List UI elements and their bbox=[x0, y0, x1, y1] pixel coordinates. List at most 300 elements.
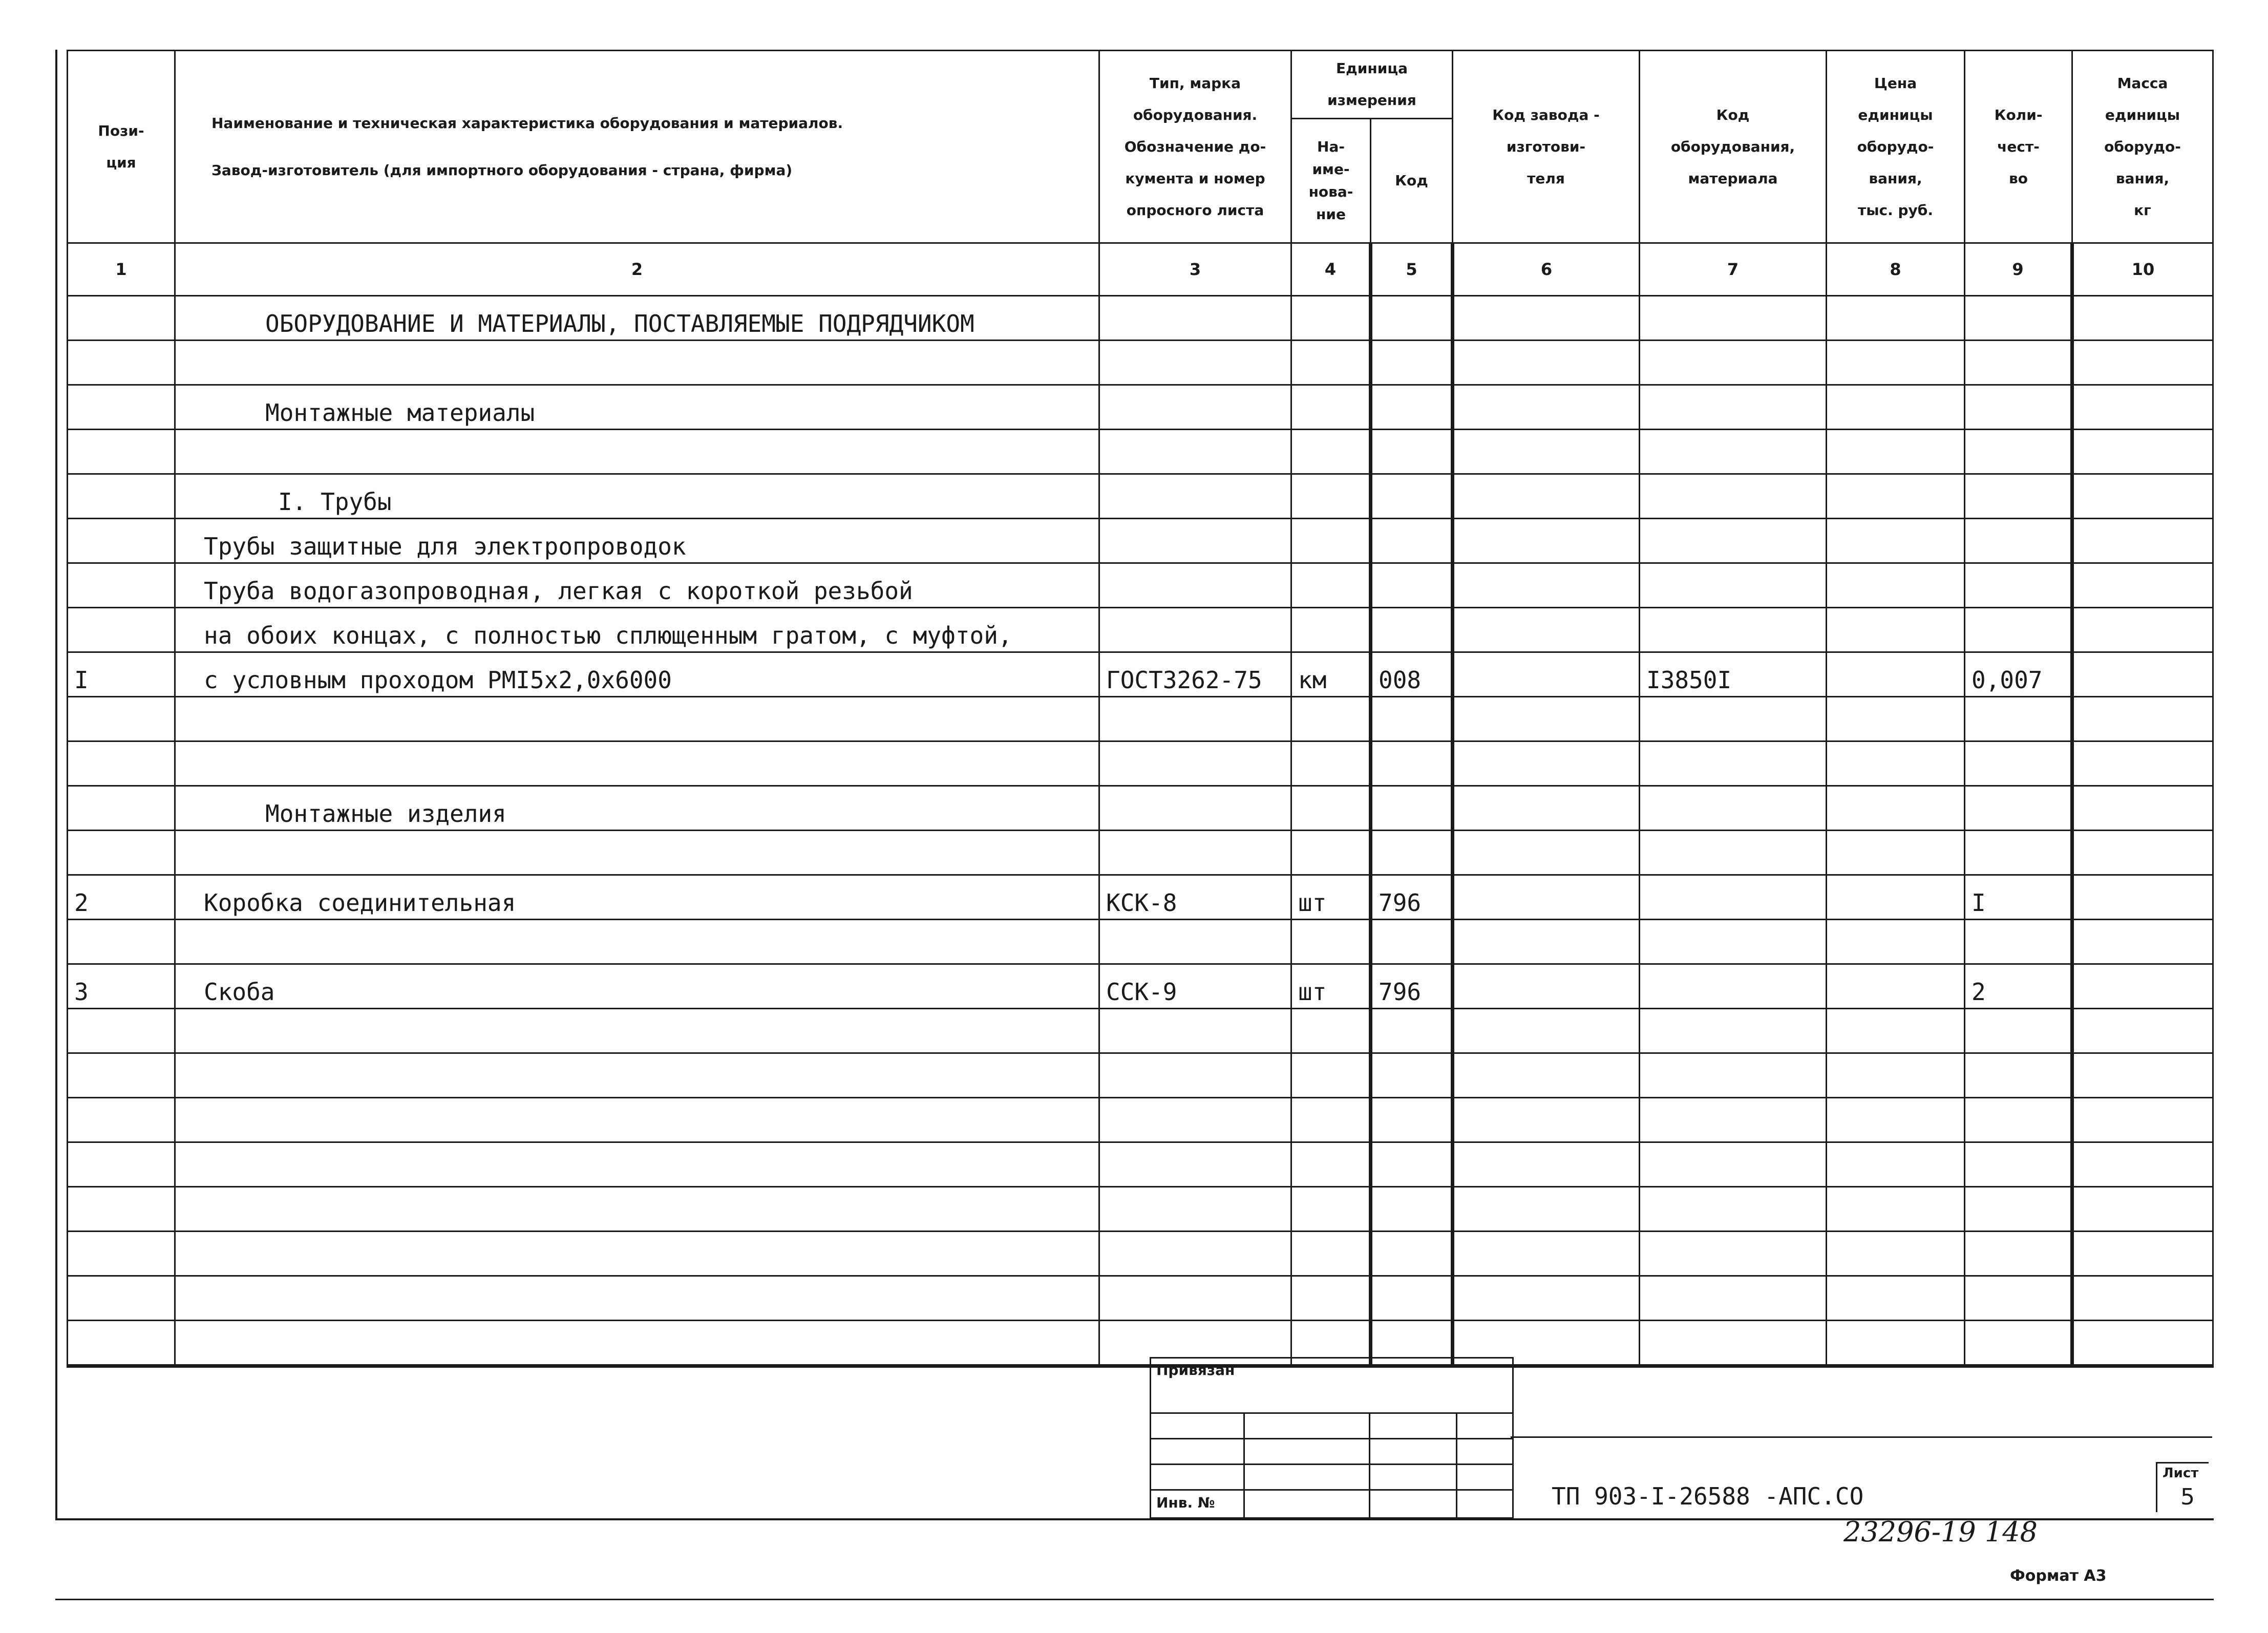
row-position bbox=[68, 697, 175, 741]
header-text-line: чест- bbox=[1997, 138, 2040, 155]
table-row bbox=[68, 875, 2213, 920]
row-position bbox=[68, 1321, 175, 1366]
row-name bbox=[175, 1187, 1099, 1232]
row-plant-code bbox=[1453, 652, 1640, 697]
row-type: ССК-9 bbox=[1099, 964, 1291, 1009]
row-position bbox=[68, 786, 175, 831]
row-material-code bbox=[1640, 296, 1827, 341]
table-row bbox=[68, 831, 2213, 875]
row-type bbox=[1099, 1053, 1291, 1098]
row-quantity bbox=[1965, 920, 2072, 964]
row-plant-code bbox=[1453, 697, 1640, 741]
row-price bbox=[1827, 1321, 1965, 1366]
row-unit-code bbox=[1371, 831, 1453, 875]
row-unit bbox=[1291, 563, 1371, 608]
row-price bbox=[1827, 474, 1965, 519]
row-position bbox=[68, 1053, 175, 1098]
row-name: Монтажные материалы bbox=[175, 385, 1099, 430]
row-material-code bbox=[1640, 964, 1827, 1009]
row-unit bbox=[1291, 1187, 1371, 1232]
row-name: Коробка соединительная bbox=[175, 875, 1099, 920]
row-unit bbox=[1291, 1276, 1371, 1321]
row-position: 2 bbox=[68, 875, 175, 920]
sheet-number-box bbox=[2156, 1462, 2209, 1512]
row-type bbox=[1099, 697, 1291, 741]
row-plant-code bbox=[1453, 519, 1640, 563]
row-mass bbox=[2072, 474, 2213, 519]
row-position bbox=[68, 430, 175, 474]
row-unit-code bbox=[1371, 563, 1453, 608]
row-name bbox=[175, 920, 1099, 964]
row-name bbox=[175, 341, 1099, 385]
row-quantity bbox=[1965, 1321, 2072, 1366]
row-unit bbox=[1291, 1009, 1371, 1053]
header-position bbox=[68, 51, 175, 243]
row-quantity bbox=[1965, 1098, 2072, 1142]
row-unit bbox=[1291, 341, 1371, 385]
table-row bbox=[68, 563, 2213, 608]
row-unit bbox=[1291, 831, 1371, 875]
row-position bbox=[68, 608, 175, 652]
row-material-code bbox=[1640, 1276, 1827, 1321]
row-type bbox=[1099, 1009, 1291, 1053]
header-text-line: изготови- bbox=[1506, 138, 1586, 155]
row-name bbox=[175, 1009, 1099, 1053]
row-plant-code bbox=[1453, 296, 1640, 341]
row-mass bbox=[2072, 652, 2213, 697]
row-plant-code bbox=[1453, 786, 1640, 831]
row-mass bbox=[2072, 563, 2213, 608]
table-row bbox=[68, 1232, 2213, 1276]
row-plant-code bbox=[1453, 430, 1640, 474]
row-mass bbox=[2072, 430, 2213, 474]
row-unit-code bbox=[1371, 385, 1453, 430]
specification-table bbox=[67, 50, 2214, 1368]
row-unit bbox=[1291, 697, 1371, 741]
row-position bbox=[68, 1232, 175, 1276]
row-type bbox=[1099, 430, 1291, 474]
row-mass bbox=[2072, 1142, 2213, 1187]
row-type bbox=[1099, 296, 1291, 341]
row-price bbox=[1827, 341, 1965, 385]
header-text-line: нова- bbox=[1308, 183, 1353, 200]
column-number: 5 bbox=[1371, 243, 1453, 296]
row-material-code bbox=[1640, 697, 1827, 741]
row-quantity bbox=[1965, 385, 2072, 430]
row-mass bbox=[2072, 1053, 2213, 1098]
row-material-code: I3850I bbox=[1640, 652, 1827, 697]
header-text-line: кг bbox=[2134, 201, 2151, 219]
row-quantity bbox=[1965, 697, 2072, 741]
row-type bbox=[1099, 474, 1291, 519]
row-type bbox=[1099, 341, 1291, 385]
row-material-code bbox=[1640, 786, 1827, 831]
row-unit-code bbox=[1371, 920, 1453, 964]
header-unit-code: Код bbox=[1371, 119, 1453, 243]
row-price bbox=[1827, 964, 1965, 1009]
row-quantity bbox=[1965, 741, 2072, 786]
row-mass bbox=[2072, 1098, 2213, 1142]
table-row bbox=[68, 697, 2213, 741]
row-plant-code bbox=[1453, 1276, 1640, 1321]
row-mass bbox=[2072, 920, 2213, 964]
row-price bbox=[1827, 875, 1965, 920]
table-row bbox=[68, 385, 2213, 430]
row-unit-code bbox=[1371, 1142, 1453, 1187]
row-plant-code bbox=[1453, 964, 1640, 1009]
row-unit-code bbox=[1371, 1187, 1453, 1232]
row-name bbox=[175, 1276, 1099, 1321]
row-plant-code bbox=[1453, 1142, 1640, 1187]
row-position bbox=[68, 831, 175, 875]
row-mass bbox=[2072, 341, 2213, 385]
row-material-code bbox=[1640, 875, 1827, 920]
table-row bbox=[68, 920, 2213, 964]
row-plant-code bbox=[1453, 1053, 1640, 1098]
row-unit bbox=[1291, 430, 1371, 474]
row-material-code bbox=[1640, 1321, 1827, 1366]
row-name bbox=[175, 1321, 1099, 1366]
column-number: 6 bbox=[1453, 243, 1640, 296]
row-unit bbox=[1291, 474, 1371, 519]
row-mass bbox=[2072, 519, 2213, 563]
row-material-code bbox=[1640, 741, 1827, 786]
row-quantity bbox=[1965, 1142, 2072, 1187]
row-mass bbox=[2072, 831, 2213, 875]
header-text-line: Масса bbox=[2117, 74, 2168, 92]
column-number: 4 bbox=[1291, 243, 1371, 296]
row-quantity bbox=[1965, 1276, 2072, 1321]
row-plant-code bbox=[1453, 1098, 1640, 1142]
row-unit-code: 008 bbox=[1371, 652, 1453, 697]
row-name: Скоба bbox=[175, 964, 1099, 1009]
column-number: 1 bbox=[68, 243, 175, 296]
row-type bbox=[1099, 1098, 1291, 1142]
row-position bbox=[68, 920, 175, 964]
column-number: 2 bbox=[175, 243, 1099, 296]
row-unit: шт bbox=[1291, 964, 1371, 1009]
table-row bbox=[68, 1276, 2213, 1321]
row-type bbox=[1099, 385, 1291, 430]
row-quantity bbox=[1965, 519, 2072, 563]
row-unit-code bbox=[1371, 608, 1453, 652]
table-row bbox=[68, 1142, 2213, 1187]
row-price bbox=[1827, 1098, 1965, 1142]
row-mass bbox=[2072, 1276, 2213, 1321]
bound-label: Привязан bbox=[1156, 1362, 1235, 1378]
header-text-line: Код bbox=[1716, 106, 1750, 123]
document-code: ТП 903-I-26588 -АПС.СО bbox=[1552, 1482, 1864, 1510]
bound-stamp-block bbox=[1150, 1357, 1514, 1519]
row-position bbox=[68, 296, 175, 341]
row-position bbox=[68, 563, 175, 608]
row-quantity bbox=[1965, 1187, 2072, 1232]
row-unit-code bbox=[1371, 1276, 1453, 1321]
row-material-code bbox=[1640, 1009, 1827, 1053]
row-unit-code bbox=[1371, 519, 1453, 563]
row-type bbox=[1099, 1232, 1291, 1276]
row-mass bbox=[2072, 697, 2213, 741]
row-position: 3 bbox=[68, 964, 175, 1009]
header-text-line: единицы bbox=[1858, 106, 1933, 123]
table-row bbox=[68, 1321, 2213, 1366]
table-row bbox=[68, 519, 2213, 563]
header-text-line: ция bbox=[106, 154, 136, 171]
table-row bbox=[68, 1053, 2213, 1098]
row-material-code bbox=[1640, 385, 1827, 430]
row-unit-code bbox=[1371, 1098, 1453, 1142]
header-mass bbox=[2072, 51, 2213, 243]
row-price bbox=[1827, 563, 1965, 608]
row-plant-code bbox=[1453, 741, 1640, 786]
inventory-label: Инв. № bbox=[1156, 1494, 1215, 1511]
row-unit-code bbox=[1371, 697, 1453, 741]
row-material-code bbox=[1640, 1142, 1827, 1187]
column-number-row bbox=[68, 243, 2213, 296]
header-text-line: кумента и номер bbox=[1125, 169, 1265, 187]
row-type: ГОСТ3262-75 bbox=[1099, 652, 1291, 697]
row-unit bbox=[1291, 1142, 1371, 1187]
header-text-line: вания, bbox=[1869, 169, 1922, 187]
sheet-number: 5 bbox=[2180, 1484, 2195, 1510]
header-text-line: тыс. руб. bbox=[1857, 201, 1933, 219]
row-price bbox=[1827, 1142, 1965, 1187]
format-label: Формат А3 bbox=[2010, 1567, 2107, 1585]
header-text-line: измерения bbox=[1327, 92, 1416, 109]
header-text-line: материала bbox=[1688, 169, 1778, 187]
header-text-line: во bbox=[2009, 169, 2028, 187]
table-row bbox=[68, 608, 2213, 652]
header-material-code bbox=[1640, 51, 1827, 243]
row-type bbox=[1099, 831, 1291, 875]
row-material-code bbox=[1640, 831, 1827, 875]
row-name bbox=[175, 831, 1099, 875]
header-unit-name bbox=[1291, 119, 1371, 243]
table-row bbox=[68, 341, 2213, 385]
row-mass bbox=[2072, 1187, 2213, 1232]
row-unit: шт bbox=[1291, 875, 1371, 920]
header-text-line: оборудования, bbox=[1670, 138, 1795, 155]
row-name: ОБОРУДОВАНИЕ И МАТЕРИАЛЫ, ПОСТАВЛЯЕМЫЕ ПОДРЯДЧИКОМ bbox=[175, 296, 1099, 341]
row-price bbox=[1827, 831, 1965, 875]
row-unit-code bbox=[1371, 741, 1453, 786]
row-unit-code bbox=[1371, 296, 1453, 341]
bottom-rule bbox=[55, 1599, 2214, 1600]
row-plant-code bbox=[1453, 474, 1640, 519]
header-text-line: теля bbox=[1527, 169, 1565, 187]
row-plant-code bbox=[1453, 563, 1640, 608]
header-plant-code bbox=[1453, 51, 1640, 243]
row-price bbox=[1827, 608, 1965, 652]
header-text-line: оборудо- bbox=[2104, 138, 2181, 155]
header-name bbox=[175, 51, 1099, 243]
row-position bbox=[68, 385, 175, 430]
row-mass bbox=[2072, 1321, 2213, 1366]
row-plant-code bbox=[1453, 385, 1640, 430]
row-price bbox=[1827, 1053, 1965, 1098]
row-quantity: 0,007 bbox=[1965, 652, 2072, 697]
row-unit: км bbox=[1291, 652, 1371, 697]
row-type bbox=[1099, 1187, 1291, 1232]
column-number: 7 bbox=[1640, 243, 1827, 296]
row-price bbox=[1827, 697, 1965, 741]
title-block-top-line bbox=[1511, 1436, 2212, 1438]
row-price bbox=[1827, 1187, 1965, 1232]
row-plant-code bbox=[1453, 875, 1640, 920]
row-plant-code bbox=[1453, 1009, 1640, 1053]
row-material-code bbox=[1640, 430, 1827, 474]
row-name: на обоих концах, с полностью сплющенным гратом, с муфтой, bbox=[175, 608, 1099, 652]
row-material-code bbox=[1640, 608, 1827, 652]
row-mass bbox=[2072, 1232, 2213, 1276]
header-text-line: оборудования. bbox=[1133, 106, 1258, 123]
row-unit bbox=[1291, 519, 1371, 563]
header-text-line: На- bbox=[1317, 138, 1345, 155]
row-material-code bbox=[1640, 563, 1827, 608]
header-text-line: Цена bbox=[1874, 74, 1917, 92]
header-text-line: Единица bbox=[1336, 60, 1408, 77]
row-quantity bbox=[1965, 341, 2072, 385]
row-quantity bbox=[1965, 608, 2072, 652]
column-number: 8 bbox=[1827, 243, 1965, 296]
column-number: 10 bbox=[2072, 243, 2213, 296]
row-quantity bbox=[1965, 296, 2072, 341]
row-quantity bbox=[1965, 831, 2072, 875]
row-mass bbox=[2072, 1009, 2213, 1053]
header-text-line: вания, bbox=[2115, 169, 2170, 187]
row-plant-code bbox=[1453, 608, 1640, 652]
row-unit-code bbox=[1371, 1232, 1453, 1276]
table-row bbox=[68, 964, 2213, 1009]
row-position bbox=[68, 741, 175, 786]
row-unit-code bbox=[1371, 1053, 1453, 1098]
row-name bbox=[175, 1232, 1099, 1276]
row-material-code bbox=[1640, 474, 1827, 519]
row-position bbox=[68, 474, 175, 519]
row-quantity: I bbox=[1965, 875, 2072, 920]
row-name: Трубы защитные для электропроводок bbox=[175, 519, 1099, 563]
row-unit-code bbox=[1371, 474, 1453, 519]
row-mass bbox=[2072, 608, 2213, 652]
row-name: I. Трубы bbox=[175, 474, 1099, 519]
table-row bbox=[68, 474, 2213, 519]
row-mass bbox=[2072, 296, 2213, 341]
row-unit bbox=[1291, 920, 1371, 964]
table-row bbox=[68, 430, 2213, 474]
row-unit-code bbox=[1371, 341, 1453, 385]
header-text-line: Обозначение до- bbox=[1124, 138, 1266, 155]
table-row bbox=[68, 1187, 2213, 1232]
table-row bbox=[68, 296, 2213, 341]
row-position bbox=[68, 1276, 175, 1321]
row-quantity bbox=[1965, 1053, 2072, 1098]
table-row bbox=[68, 1009, 2213, 1053]
header-text-line: Завод-изготовитель (для импортного оборудования - страна, фирма) bbox=[211, 161, 793, 179]
row-type bbox=[1099, 786, 1291, 831]
row-name: Монтажные изделия bbox=[175, 786, 1099, 831]
row-material-code bbox=[1640, 341, 1827, 385]
row-price bbox=[1827, 652, 1965, 697]
header-quantity bbox=[1965, 51, 2072, 243]
row-plant-code bbox=[1453, 920, 1640, 964]
header-text-line: опросного листа bbox=[1126, 201, 1264, 219]
row-unit bbox=[1291, 786, 1371, 831]
row-price bbox=[1827, 1232, 1965, 1276]
handwritten-number: 23296-19 148 bbox=[1843, 1516, 2038, 1548]
row-material-code bbox=[1640, 920, 1827, 964]
row-position bbox=[68, 1142, 175, 1187]
row-type bbox=[1099, 519, 1291, 563]
row-unit-code bbox=[1371, 1009, 1453, 1053]
row-unit bbox=[1291, 385, 1371, 430]
row-name bbox=[175, 1098, 1099, 1142]
table-row bbox=[68, 1098, 2213, 1142]
row-price bbox=[1827, 786, 1965, 831]
column-number: 3 bbox=[1099, 243, 1291, 296]
row-type: КСК-8 bbox=[1099, 875, 1291, 920]
row-price bbox=[1827, 1276, 1965, 1321]
sheet-label: Лист bbox=[2163, 1466, 2199, 1481]
table-row bbox=[68, 652, 2213, 697]
row-price bbox=[1827, 920, 1965, 964]
row-material-code bbox=[1640, 519, 1827, 563]
row-price bbox=[1827, 519, 1965, 563]
row-unit-code bbox=[1371, 786, 1453, 831]
header-text-line: име- bbox=[1312, 161, 1350, 178]
row-plant-code bbox=[1453, 341, 1640, 385]
header-text-line: оборудо- bbox=[1857, 138, 1934, 155]
header-text-line: Пози- bbox=[98, 122, 144, 139]
row-unit bbox=[1291, 1098, 1371, 1142]
row-price bbox=[1827, 385, 1965, 430]
row-quantity bbox=[1965, 563, 2072, 608]
row-unit-code bbox=[1371, 430, 1453, 474]
header-text-line: Наименование и техническая характеристика оборудования и материалов. bbox=[211, 114, 843, 132]
row-type bbox=[1099, 563, 1291, 608]
row-material-code bbox=[1640, 1053, 1827, 1098]
row-name bbox=[175, 741, 1099, 786]
row-unit bbox=[1291, 741, 1371, 786]
row-quantity bbox=[1965, 1009, 2072, 1053]
row-plant-code bbox=[1453, 1232, 1640, 1276]
row-type bbox=[1099, 741, 1291, 786]
header-type bbox=[1099, 51, 1291, 243]
row-plant-code bbox=[1453, 831, 1640, 875]
row-unit bbox=[1291, 1232, 1371, 1276]
row-mass bbox=[2072, 786, 2213, 831]
row-position bbox=[68, 1098, 175, 1142]
row-quantity bbox=[1965, 1232, 2072, 1276]
row-quantity bbox=[1965, 474, 2072, 519]
row-unit bbox=[1291, 1053, 1371, 1098]
header-text-line: Коли- bbox=[1994, 106, 2043, 123]
row-material-code bbox=[1640, 1187, 1827, 1232]
row-quantity bbox=[1965, 430, 2072, 474]
row-mass bbox=[2072, 385, 2213, 430]
row-price bbox=[1827, 741, 1965, 786]
row-material-code bbox=[1640, 1232, 1827, 1276]
header-text-line: ние bbox=[1316, 206, 1346, 223]
row-type bbox=[1099, 1142, 1291, 1187]
row-quantity: 2 bbox=[1965, 964, 2072, 1009]
frame-left-border bbox=[55, 50, 57, 1519]
row-plant-code bbox=[1453, 1187, 1640, 1232]
row-name bbox=[175, 697, 1099, 741]
row-position bbox=[68, 1187, 175, 1232]
column-number: 9 bbox=[1965, 243, 2072, 296]
row-position bbox=[68, 1009, 175, 1053]
row-price bbox=[1827, 296, 1965, 341]
